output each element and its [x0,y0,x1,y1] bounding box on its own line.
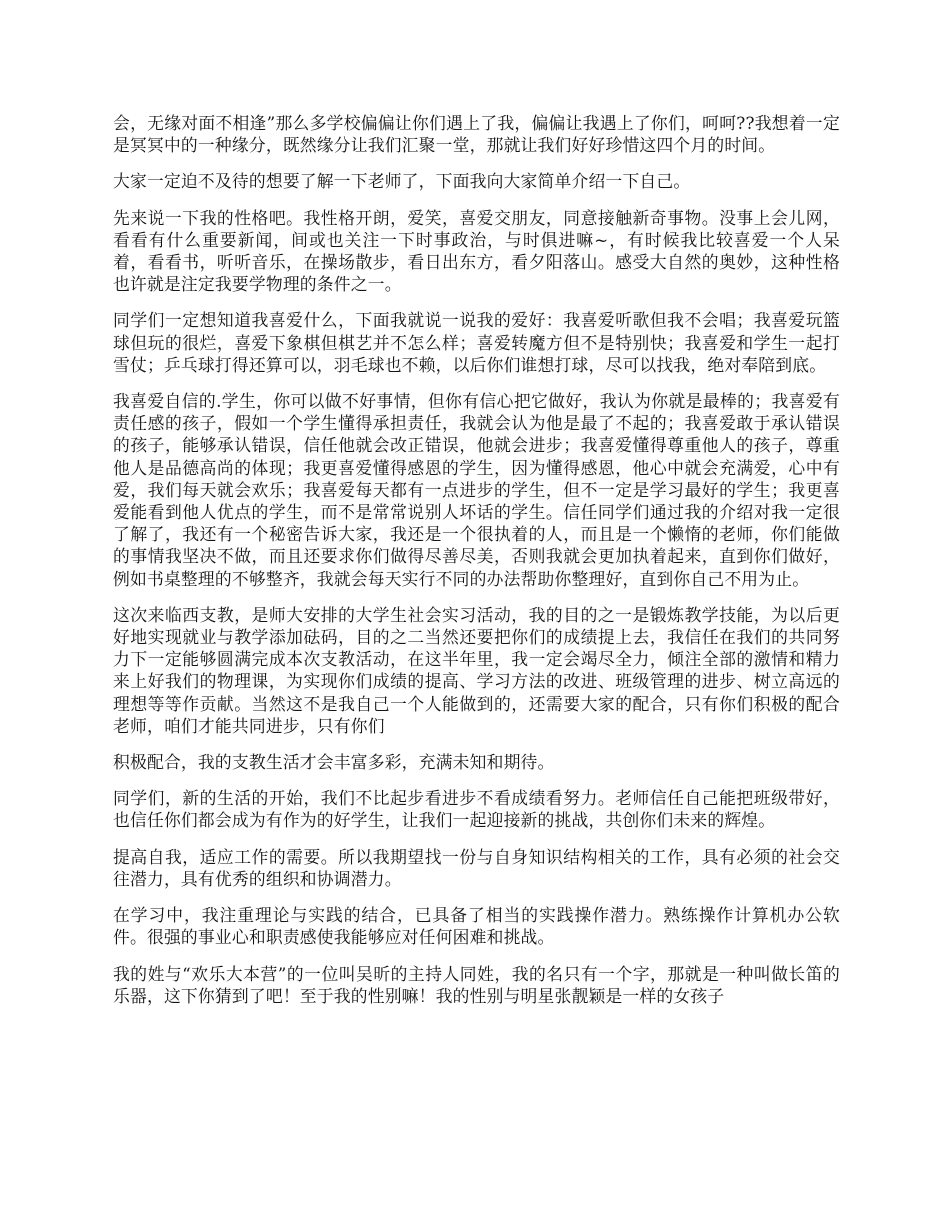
paragraph-8: 同学们，新的生活的开始，我们不比起步看进步不看成绩看努力。老师信任自己能把班级带好，也信任你们都会成为有作为的好学生，让我们一起迎接新的挑战，共创你们未来的辉煌。 [113,788,840,831]
paragraph-1: 会，无缘对面不相逢”那么多学校偏偏让你们遇上了我，偏偏让我遇上了你们，呵呵??我想着一定是冥冥中的一种缘分，既然缘分让我们汇聚一堂，那就让我们好好珍惜这四个月的时间。 [113,113,840,156]
paragraph-11: 我的姓与“欢乐大本营”的一位叫吴昕的主持人同姓，我的名只有一个字，那就是一种叫做长笛的乐器，这下你猜到了吧！至于我的性别嘛！我的性别与明星张靓颖是一样的女孩子 [113,963,840,1006]
document-page [113,112,840,1021]
paragraph-10: 在学习中，我注重理论与实践的结合，已具备了相当的实践操作潜力。熟练操作计算机办公软件。很强的事业心和职责感使我能够应对任何困难和挑战。 [113,905,840,948]
paragraph-5: 我喜爱自信的.学生，你可以做不好事情，但你有信心把它做好，我认为你就是最棒的；我喜爱有责任感的孩子，假如一个学生懂得承担责任，我就会认为他是最了不起的；我喜爱敢于承认错误的孩子，能够承认错误，信任他就会改正错误，他就会进步；我喜爱懂得尊重他人的孩子，尊重他人是品德高尚的体现；我更喜爱懂得感恩的学生，因为懂得感恩，他心中就会充满爱，心中有爱，我们每天就会欢乐；我喜爱每天都有一点进步的学生，但不一定是学习最好的学生；我更喜爱能看到他人优点的学生，而不是常常说别人坏话的学生。信任同学们通过我的介绍对我一定很了解了，我还有一个秘密告诉大家，我还是一个很执着的人，而且是一个懒惰的老师，你们能做的事情我坚决不做，而且还要求你们做得尽善尽美，否则我就会更加执着起来，直到你们做好，例如书桌整理的不够整齐，我就会每天实行不同的办法帮助你整理好，直到你自己不用为止。 [113,391,840,589]
paragraph-4: 同学们一定想知道我喜爱什么，下面我就说一说我的爱好：我喜爱听歌但我不会唱；我喜爱玩篮球但玩的很烂，喜爱下象棋但棋艺并不怎么样；喜爱转魔方但不是特别快；我喜爱和学生一起打雪仗；乒乓球打得还算可以，羽毛球也不赖，以后你们谁想打球，尽可以找我，绝对奉陪到底。 [113,310,840,375]
paragraph-3: 先来说一下我的性格吧。我性格开朗，爱笑，喜爱交朋友，同意接触新奇事物。没事上会儿网，看看有什么重要新闻，间或也关注一下时事政治，与时俱进嘛~，有时候我比较喜爱一个人呆着，看看书，听听音乐，在操场散步，看日出东方，看夕阳落山。感受大自然的奥妙，这种性格也许就是注定我要学物理的条件之一。 [113,207,840,295]
paragraph-6: 这次来临西支教，是师大安排的大学生社会实习活动，我的目的之一是锻炼教学技能，为以后更好地实现就业与教学添加砝码，目的之二当然还要把你们的成绩提上去，我信任在我们的共同努力下一定能够圆满完成本次支教活动，在这半年里，我一定会竭尽全力，倾注全部的激情和精力来上好我们的物理课，为实现你们成绩的提高、学习方法的改进、班级管理的进步、树立高远的理想等等作贡献。当然这不是我自己一个人能做到的，还需要大家的配合，只有你们积极的配合老师，咱们才能共同进步，只有你们 [113,604,840,736]
paragraph-2: 大家一定迫不及待的想要了解一下老师了，下面我向大家简单介绍一下自己。 [113,171,691,192]
paragraph-9: 提高自我，适应工作的需要。所以我期望找一份与自身知识结构相关的工作，具有必须的社会交往潜力，具有优秀的组织和协调潜力。 [113,846,840,889]
paragraph-7: 积极配合，我的支教生活才会丰富多彩，充满未知和期待。 [113,752,555,773]
